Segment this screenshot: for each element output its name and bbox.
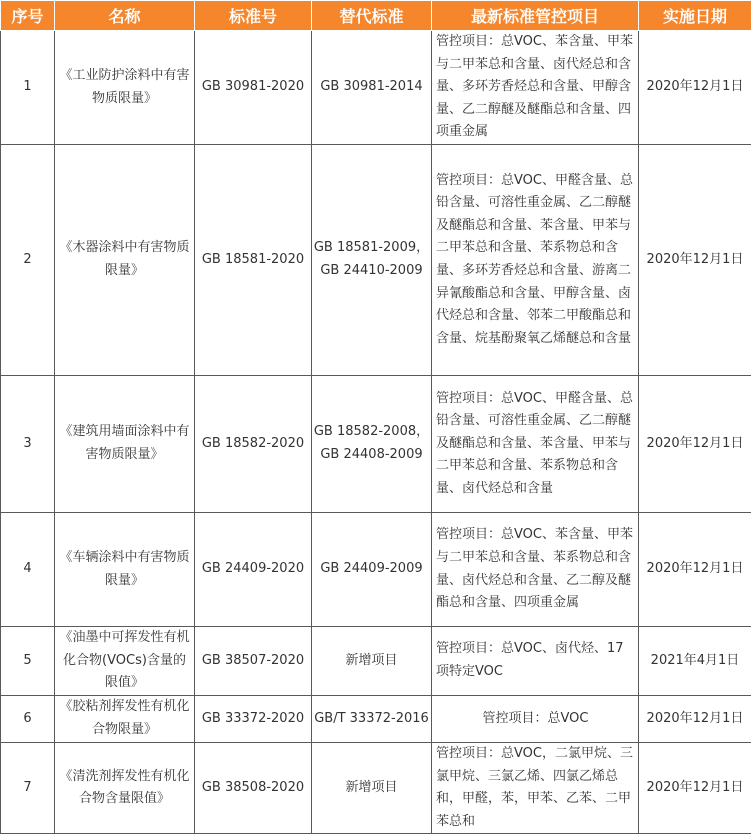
row-name: 《油墨中可挥发性有机化合物(VOCs)含量的限值》 [55,627,195,696]
table-row [1,513,751,627]
replaced-line: 新增项目 [345,652,398,668]
replaced-line: GB 24409-2009 [320,561,423,577]
row-items: 管控项目：总VOC、苯含量、甲苯与二甲苯总和含量、苯系物总和含量、卤代烃总和含量、乙二醇及醚酯总和含量、四项重金属 [432,513,639,627]
row-standard: GB 18582-2020 [195,376,312,513]
row-standard: GB 33372-2020 [195,696,312,743]
row-no: 1 [1,31,55,145]
replaced-line: 新增项目 [345,779,398,795]
row-name: 《车辆涂料中有害物质限量》 [55,513,195,627]
row-replaced [312,696,432,743]
header-standard: 标准号 [195,1,312,31]
row-no: 4 [1,513,55,627]
table-row [1,376,751,513]
row-standard: GB 24409-2020 [195,513,312,627]
row-name: 《木器涂料中有害物质限量》 [55,145,195,376]
row-standard: GB 38508-2020 [195,743,312,834]
replaced-line: GB/T 33372-2016 [314,710,429,726]
table-row [1,31,751,145]
row-name: 《工业防护涂料中有害物质限量》 [55,31,195,145]
row-replaced [312,31,432,145]
row-date: 2020年12月1日 [639,31,751,145]
row-no: 2 [1,145,55,376]
row-standard: GB 30981-2020 [195,31,312,145]
row-date: 2020年12月1日 [639,743,751,834]
header-row [1,1,751,31]
table-row [1,145,751,376]
row-standard: GB 38507-2020 [195,627,312,696]
table-row [1,627,751,696]
replaced-line: GB 30981-2014 [320,79,423,95]
replaced-line: GB 24410-2009 [320,263,423,278]
row-no: 6 [1,696,55,743]
row-date: 2020年12月1日 [639,696,751,743]
header-date: 实施日期 [639,1,751,31]
row-items: 管控项目：总VOC、甲醛含量、总铅含量、可溶性重金属、乙二醇醚及醚酯总和含量、苯含量、甲苯与二甲苯总和含量、苯系物总和含量、多环芳香烃总和含量、游离二异氰酸酯总和含量、甲醇含量、卤代烃总和含量、邻苯二甲酸酯总和含量、烷基酚聚氧乙烯醚总和含量 [432,145,639,376]
row-standard: GB 18581-2020 [195,145,312,376]
row-items: 管控项目：总VOC，二氯甲烷、三氯甲烷、三氯乙烯、四氯乙烯总和，甲醛，苯，甲苯、乙苯、二甲苯总和 [432,743,639,834]
row-no: 3 [1,376,55,513]
row-replaced [312,376,432,513]
table-row [1,743,751,834]
row-name: 《胶粘剂挥发性有机化合物限量》 [55,696,195,743]
replaced-line: GB 18582-2008， [313,424,430,440]
replaced-line: GB 18581-2009， [313,240,430,256]
row-items: 管控项目：总VOC、卤代烃、17项特定VOC [432,627,639,696]
header-no: 序号 [1,1,55,31]
row-date: 2020年12月1日 [639,376,751,513]
row-replaced [312,145,432,376]
row-name: 《建筑用墙面涂料中有害物质限量》 [55,376,195,513]
row-items: 管控项目：总VOC [432,696,639,743]
table-row [1,696,751,743]
header-name: 名称 [55,1,195,31]
header-replaced: 替代标准 [312,1,432,31]
row-items: 管控项目：总VOC、苯含量、甲苯与二甲苯总和含量、卤代烃总和含量、多环芳香烃总和含量、甲醇含量、乙二醇醚及醚酯总和含量、四项重金属 [432,31,639,145]
row-no: 7 [1,743,55,834]
row-items: 管控项目：总VOC、甲醛含量、总铅含量、可溶性重金属、乙二醇醚及醚酯总和含量、苯含量、甲苯与二甲苯总和含量、苯系物总和含量、卤代烃总和含量 [432,376,639,513]
row-replaced [312,627,432,696]
row-date: 2020年12月1日 [639,145,751,376]
row-no: 5 [1,627,55,696]
row-replaced [312,513,432,627]
row-replaced [312,743,432,834]
row-name: 《清洗剂挥发性有机化合物含量限值》 [55,743,195,834]
replaced-line: GB 24408-2009 [320,447,423,462]
row-date: 2021年4月1日 [639,627,751,696]
row-date: 2020年12月1日 [639,513,751,627]
header-items: 最新标准管控项目 [432,1,639,31]
